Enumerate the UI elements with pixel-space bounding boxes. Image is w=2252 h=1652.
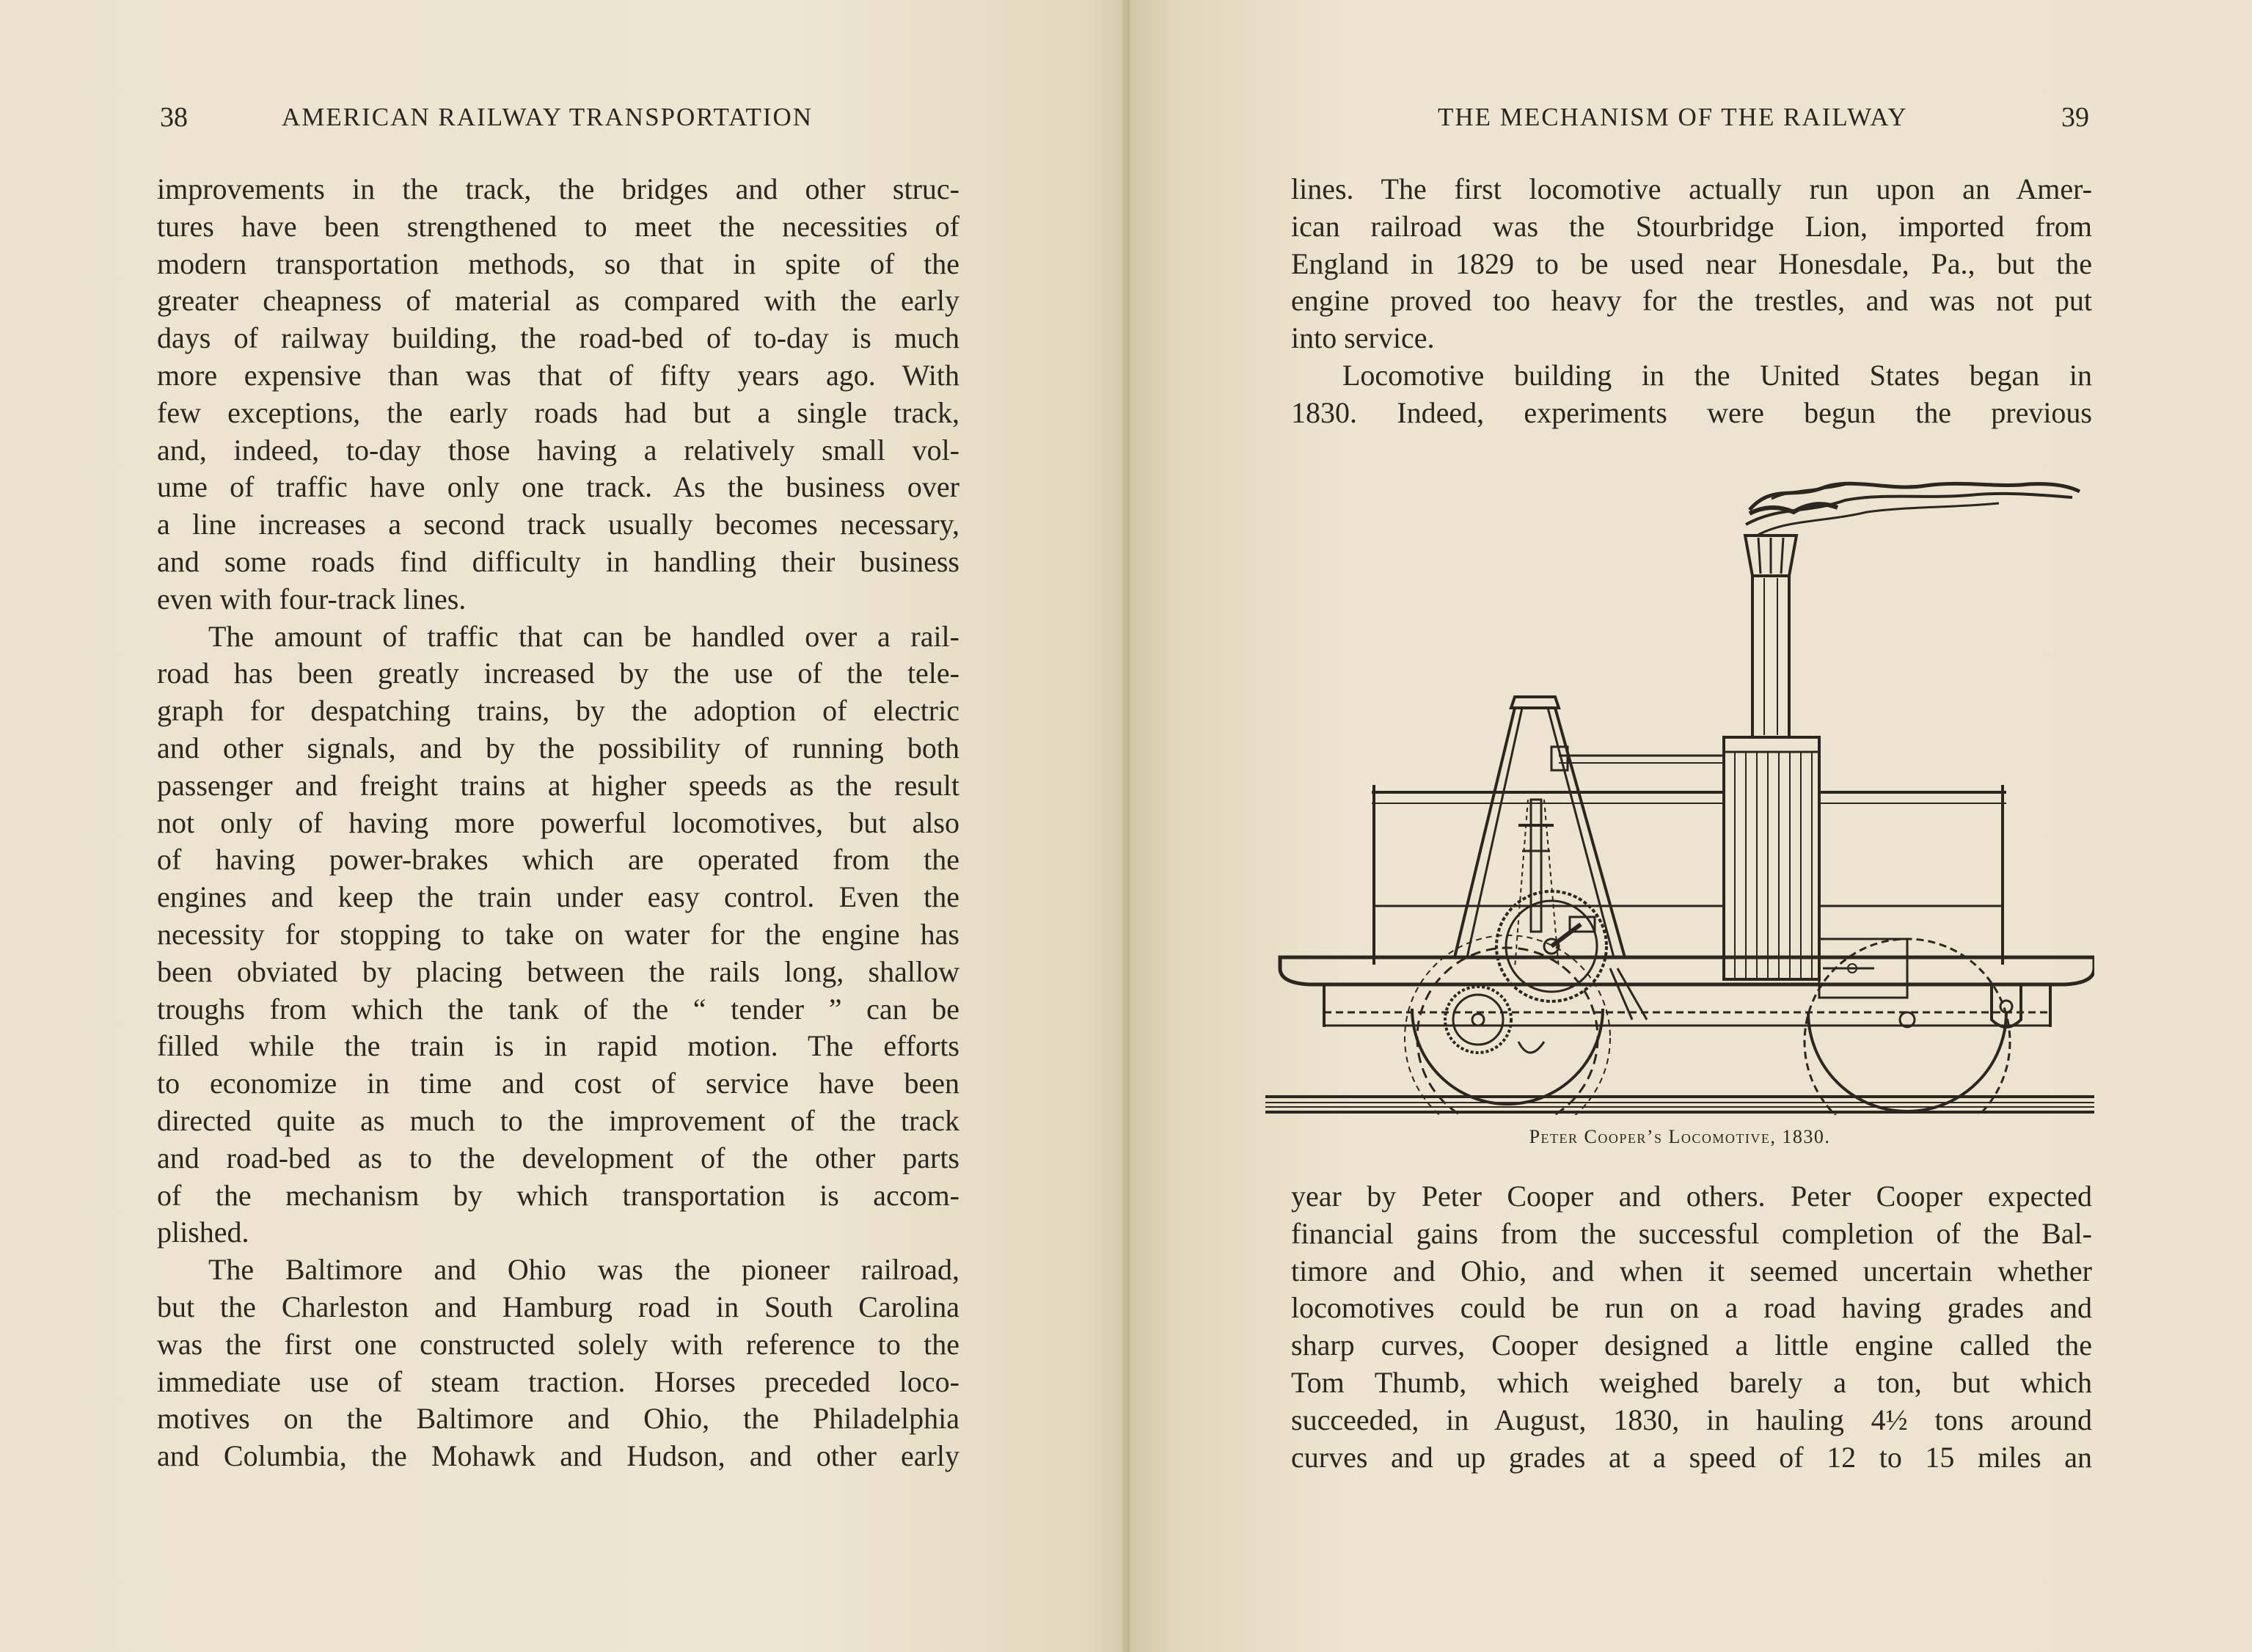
right-page-number: 39: [2061, 102, 2089, 133]
rear-wheel: [1805, 939, 2010, 1115]
left-page-number: 38: [160, 102, 188, 133]
text-line: greater cheapness of material as compared with the early: [157, 284, 959, 318]
right-running-head: THE MECHANISM OF THE RAILWAY: [1438, 103, 1908, 131]
a-frame-beam: [1455, 697, 1724, 968]
text-line: The Baltimore and Ohio was the pioneer railroad,: [208, 1253, 959, 1287]
left-text-column: [157, 171, 959, 1475]
text-line: and Columbia, the Mohawk and Hudson, and other early: [157, 1439, 959, 1473]
left-running-head: AMERICAN RAILWAY TRANSPORTATION: [282, 103, 814, 131]
right-text-column-bottom: [1291, 1178, 2092, 1476]
text-line: timore and Ohio, and when it seemed uncertain whether: [1291, 1254, 2092, 1287]
text-line: immediate use of steam traction. Horses preceded loco-: [157, 1364, 959, 1398]
text-line: modern transportation methods, so that in spite of the: [157, 246, 959, 280]
text-line: to economize in time and cost of service have been: [157, 1067, 959, 1100]
text-line: England in 1829 to be used near Honesdale, Pa., but the: [1291, 246, 2092, 280]
text-line: graph for despatching trains, by the adoption of electric: [157, 694, 959, 728]
locomotive-frame: [1280, 785, 2094, 1027]
text-line: motives on the Baltimore and Ohio, the Philadelphia: [157, 1402, 959, 1436]
locomotive-illustration: [1265, 455, 2094, 1115]
text-line: and some roads find difficulty in handling their business: [157, 544, 959, 578]
text-line: necessity for stopping to take on water for the engine has: [157, 917, 959, 951]
right-text-column-top: [1291, 171, 2092, 432]
text-line: and road-bed as to the development of the other parts: [157, 1141, 959, 1174]
text-line: road has been greatly increased by the use of the tele-: [157, 657, 959, 690]
text-line: engines and keep the train under easy control. Even the: [157, 880, 959, 914]
text-line: succeeded, in August, 1830, in hauling 4½ tons around: [1291, 1403, 2092, 1436]
text-line: more expensive than was that of fifty years ago. With: [157, 358, 959, 392]
smokestack: [1745, 536, 1796, 737]
text-line: tures have been strengthened to meet the necessities of: [157, 209, 959, 243]
text-line: of having power-brakes which are operated from the: [157, 843, 959, 877]
text-line: Locomotive building in the United States began in: [1342, 358, 2092, 392]
text-line: engine proved too heavy for the trestles, and was not put: [1291, 284, 2092, 318]
text-line: The amount of traffic that can be handled over a rail-: [208, 619, 959, 653]
text-line: lines. The first locomotive actually run upon an Amer-: [1291, 172, 2092, 205]
text-line: Tom Thumb, which weighed barely a ton, but which: [1291, 1365, 2092, 1399]
text-line: few exceptions, the early roads had but a single track,: [157, 395, 959, 429]
text-line: but the Charleston and Hamburg road in South Carolina: [157, 1290, 959, 1323]
text-line: was the first one constructed solely with reference to the: [157, 1327, 959, 1361]
text-line: not only of having more powerful locomotives, but also: [157, 805, 959, 839]
text-line: troughs from which the tank of the “ tender ” can be: [157, 992, 959, 1026]
text-line: been obviated by placing between the rails long, shallow: [157, 954, 959, 988]
text-line: passenger and freight trains at higher speeds as the result: [157, 768, 959, 802]
text-line: and other signals, and by the possibility of running both: [157, 731, 959, 764]
text-line: into service.: [1291, 321, 1435, 355]
text-line: a line increases a second track usually becomes necessary,: [157, 508, 959, 541]
text-line: 1830. Indeed, experiments were begun the previous: [1291, 395, 2092, 429]
text-line: plished.: [157, 1216, 249, 1249]
vertical-boiler: [1724, 737, 1819, 979]
text-line: of the mechanism by which transportation is accom-: [157, 1178, 959, 1212]
text-line: financial gains from the successful completion of the Bal-: [1291, 1216, 2092, 1250]
text-line: directed quite as much to the improvement of the track: [157, 1103, 959, 1137]
figure-caption: Peter Cooper’s Locomotive, 1830.: [1529, 1126, 1831, 1147]
text-line: even with four-track lines.: [157, 582, 467, 615]
text-line: sharp curves, Cooper designed a little engine called the: [1291, 1328, 2092, 1362]
text-line: improvements in the track, the bridges and other struc-: [157, 172, 959, 205]
text-line: curves and up grades at a speed of 12 to 15 miles an: [1291, 1440, 2092, 1474]
text-line: ume of traffic have only one track. As the business over: [157, 470, 959, 504]
text-line: locomotives could be run on a road having grades and: [1291, 1291, 2092, 1325]
text-line: ican railroad was the Stourbridge Lion, imported from: [1291, 209, 2092, 243]
smoke-plume: [1746, 483, 2080, 536]
text-line: days of railway building, the road-bed of to-day is much: [157, 321, 959, 355]
rail-track: [1265, 1097, 2094, 1112]
text-line: and, indeed, to-day those having a relatively small vol-: [157, 433, 959, 467]
text-line: year by Peter Cooper and others. Peter Cooper expected: [1291, 1180, 2092, 1213]
text-line: filled while the train is in rapid motion. The efforts: [157, 1029, 959, 1063]
